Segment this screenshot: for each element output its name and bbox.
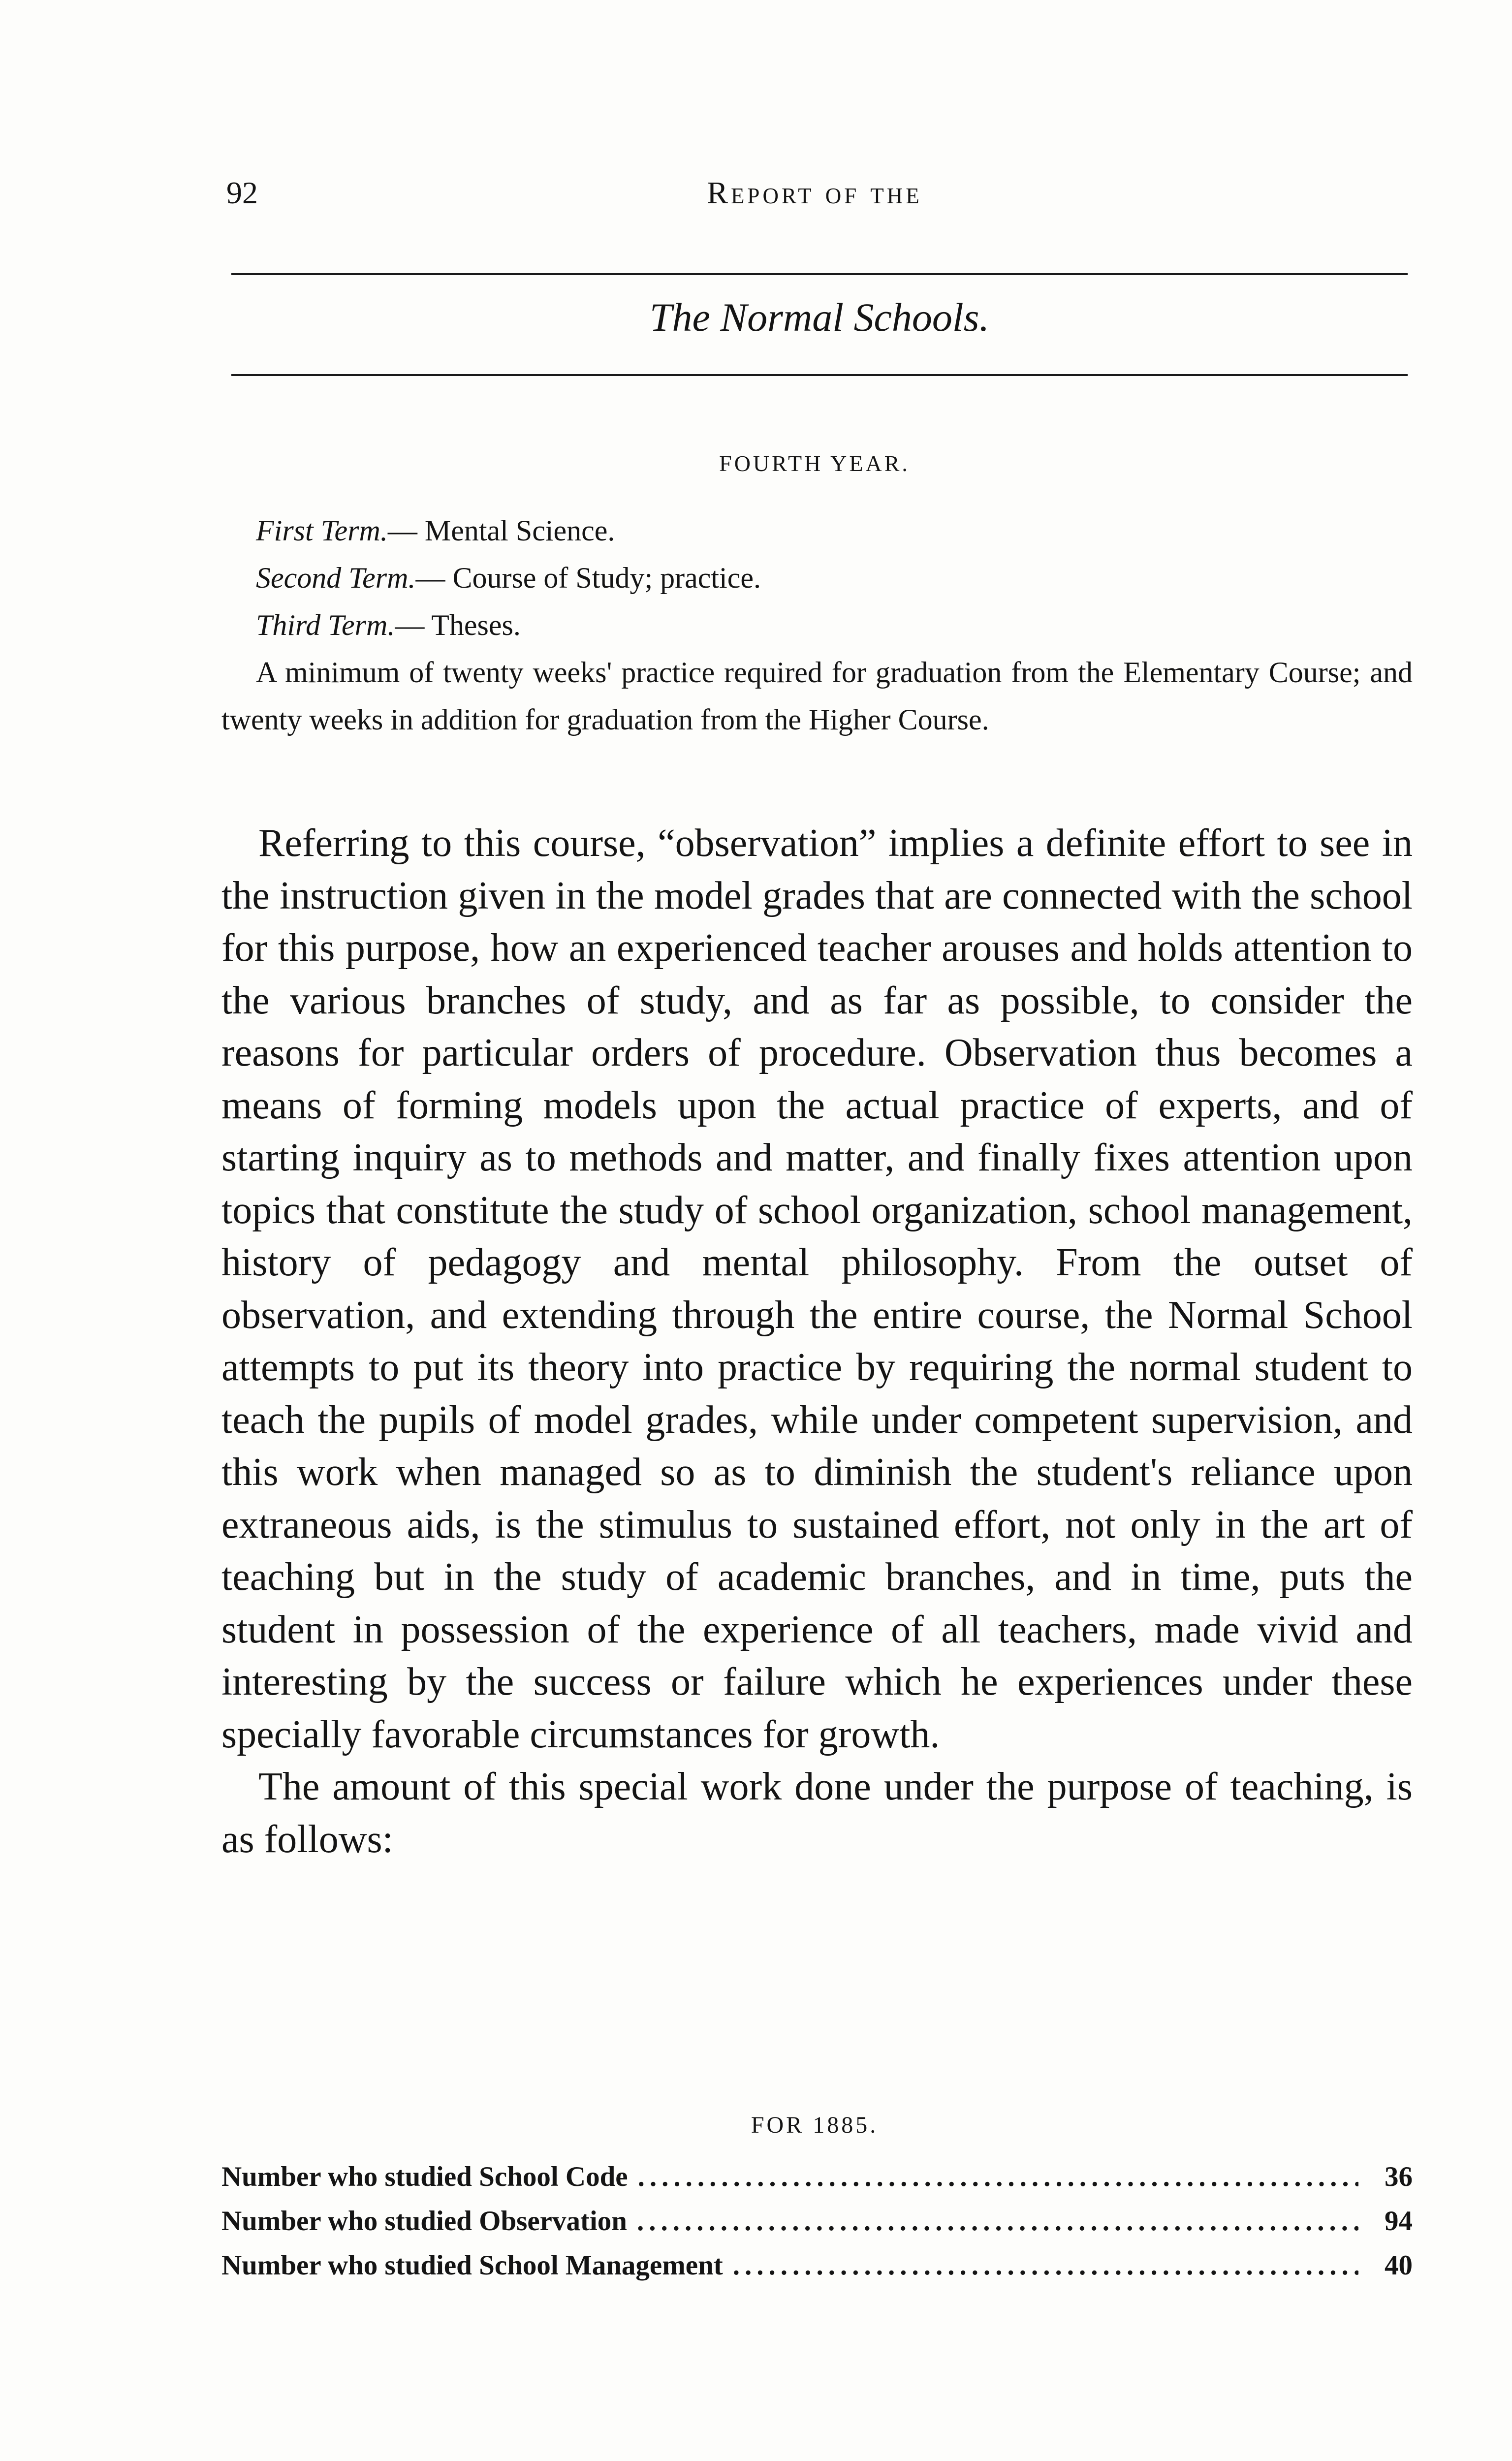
stat-value: 40: [1385, 2250, 1413, 2281]
stat-label: Number who studied School Management: [221, 2250, 723, 2281]
header-rule-bottom: [231, 374, 1408, 376]
term-line: [221, 601, 1413, 649]
term-label: Second Term.: [256, 562, 416, 594]
body-paragraph: The amount of this special work done under the purpose of teaching, is as follows:: [221, 1765, 1413, 1861]
term-text: — Mental Science.: [387, 514, 615, 547]
body-text: [221, 817, 1413, 1865]
page-header: [221, 175, 1408, 214]
stat-value: 94: [1385, 2206, 1413, 2237]
body-paragraph: Referring to this course, “observation” implies a definite effort to see in the instruction given in the model grades that are connected with the school for this purpose, how an experienced teacher arouses and holds attention to the various branches of study, and as far as possible, to consider the reasons for particular orders of procedure. Observation thus becomes a means of forming models upon the actual practice of experts, and of starting inquiry as to methods and matter, and finally fixes attention upon topics that constitute the study of school organization, school management, history of pedagogy and mental philosophy. From the outset of observation, and extending through the entire course, the Normal School attempts to put its theory into practice by requiring the normal student to teach the pupils of model grades, while under competent supervision, and this work when managed so as to diminish the student's reliance upon extraneous aids, is the stimulus to sustained effort, not only in the art of teaching but in the study of academic branches, and in time, puts the student in possession of the experience of all teachers, made vivid and interesting by the success or failure which he experiences under these specially favorable circumstances for growth.: [221, 821, 1413, 1756]
section-title: The Normal Schools.: [649, 295, 990, 340]
stats-row: [221, 2205, 1413, 2249]
running-head: Report of the: [707, 175, 922, 210]
term-list: [221, 507, 1413, 743]
term-label: Third Term.: [256, 609, 395, 641]
stat-label: Number who studied Observation: [221, 2206, 627, 2237]
fourth-year-heading: FOURTH YEAR.: [719, 451, 910, 476]
stat-value: 36: [1385, 2161, 1413, 2192]
practice-requirement-note: A minimum of twenty weeks' practice required for graduation from the Elementary Course; and twenty weeks in addition for graduation from the Higher Course.: [221, 656, 1413, 736]
stats-table: [221, 2161, 1413, 2294]
header-rule-top: [231, 273, 1408, 275]
stats-row: [221, 2161, 1413, 2205]
page-number: 92: [226, 175, 258, 210]
term-text: — Theses.: [395, 609, 521, 641]
dot-leader: [733, 2249, 1358, 2281]
term-line: [221, 554, 1413, 601]
dot-leader: [638, 2161, 1358, 2193]
stats-year-heading: FOR 1885.: [751, 2112, 879, 2138]
stat-label: Number who studied School Code: [221, 2161, 628, 2192]
dot-leader: [637, 2205, 1358, 2237]
stats-row: [221, 2249, 1413, 2294]
term-text: — Course of Study; practice.: [415, 562, 761, 594]
term-line: [221, 507, 1413, 554]
term-label: First Term.: [256, 514, 388, 547]
